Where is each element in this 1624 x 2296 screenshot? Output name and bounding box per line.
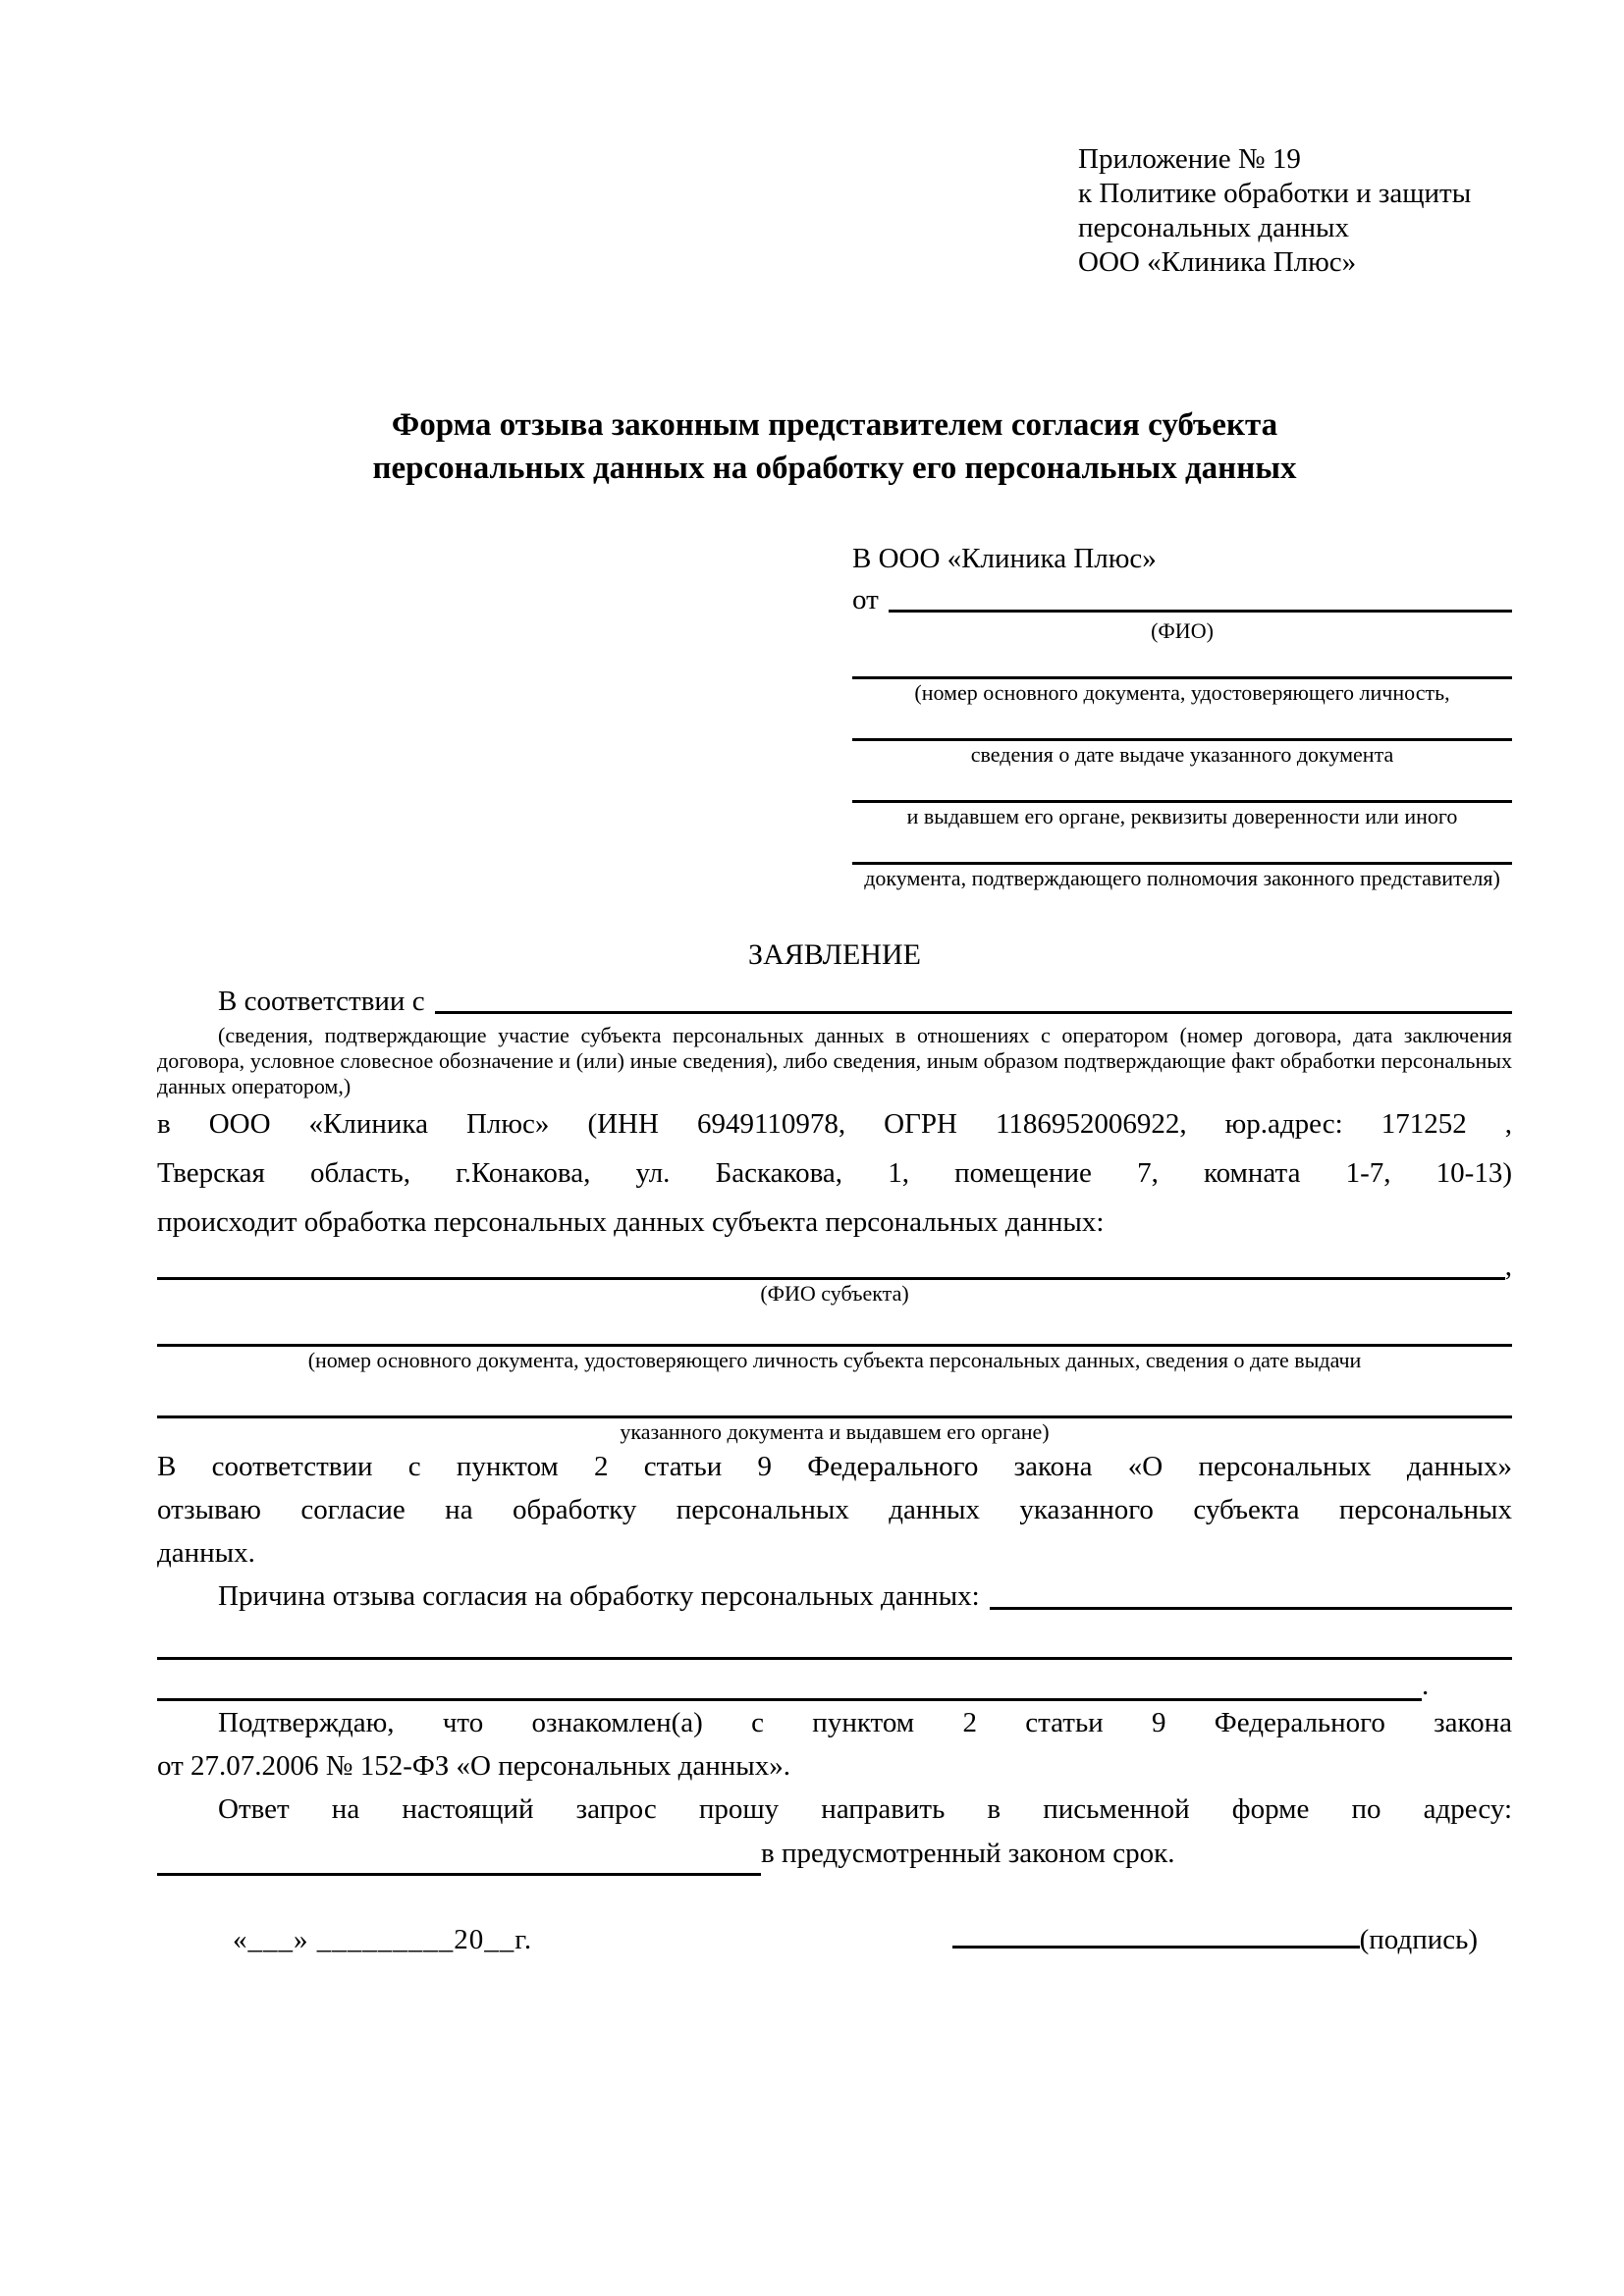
doc-date-blank-line (852, 706, 1512, 741)
subject-doc-caption-2: указанного документа и выдавшем его органе) (620, 1419, 1050, 1444)
confirm-line-1: Подтверждаю, что ознакомлен(а) с пунктом 2 статьи 9 Федерального закона (218, 1707, 1512, 1738)
reason-label: Причина отзыва согласия на обработку персональных данных: (218, 1580, 980, 1612)
recipient-to: В ООО «Клиника Плюс» (852, 543, 1157, 574)
doc-date-caption: сведения о дате выдаче указанного документа (970, 742, 1394, 767)
title-line-1: Форма отзыва законным представителем согласия субъекта (391, 407, 1278, 443)
comma-suffix: , (1504, 1251, 1512, 1282)
statement-heading: ЗАЯВЛЕНИЕ (748, 938, 921, 971)
reason-blank-line-short (990, 1575, 1512, 1610)
subject-doc-caption-1: (номер основного документа, удостоверяющего личность субъекта персональных данных, сведения о дате выдачи (307, 1348, 1362, 1372)
consent-line-3: данных. (157, 1537, 255, 1569)
doc-issuer-caption: и выдавшем его органе, реквизиты доверенности или иного (906, 804, 1458, 828)
signature-blank-line (952, 1917, 1360, 1949)
confirm-line-2: от 27.07.2006 № 152-ФЗ «О персональных данных». (157, 1750, 791, 1782)
reply-address-blank-line (157, 1834, 761, 1876)
reason-blank-line-2 (157, 1670, 1422, 1701)
reply-suffix: в предусмотренный законом срок. (761, 1838, 1175, 1869)
doc-number-blank-line (852, 644, 1512, 679)
consent-line-2: отзываю согласие на обработку персональных данных указанного субъекта персональных (157, 1494, 1512, 1525)
doc-issuer-blank-line (852, 768, 1512, 803)
reason-row (157, 1575, 1512, 1618)
doc-authority-blank-line (852, 829, 1512, 865)
operator-paragraph-line-3: происходит обработка персональных данных субъекта персональных данных: (157, 1206, 1105, 1238)
subject-fio-blank-line (157, 1253, 1505, 1280)
intro-blank-line (435, 982, 1512, 1014)
doc-authority-caption: документа, подтверждающего полномочия законного представителя) (864, 866, 1500, 890)
footer-row (157, 1917, 1512, 1959)
title-line-2: персональных данных на обработку его персональных данных (372, 451, 1297, 486)
document-title (157, 403, 1512, 490)
subject-fio-row (157, 1253, 1512, 1280)
consent-line-1: В соответствии с пунктом 2 статьи 9 Федерального закона «О персональных данных» (157, 1451, 1512, 1482)
doc-number-caption: (номер основного документа, удостоверяющего личность, (914, 680, 1450, 705)
reply-line: Ответ на настоящий запрос прошу направить в письменной форме по адресу: (218, 1793, 1512, 1825)
reason-blank-line-2-row (157, 1670, 1512, 1701)
intro-caption: (сведения, подтверждающие участие субъекта персональных данных в отношениях с оператором (номер договора, дата заключения договора, условное словесное обозначение и (или) иные сведения), либо сведения, иным образом подтверждающие факт обработки персональных данных оператором,) (157, 1023, 1512, 1098)
operator-paragraph-line-2: Тверская область, г.Конакова, ул. Баскакова, 1, помещение 7, комната 1-7, 10-13) (157, 1157, 1512, 1189)
appendix-header (1078, 142, 1512, 280)
from-label: от (852, 584, 879, 615)
recipient-block (852, 541, 1512, 891)
subject-doc-blank-line-2 (157, 1373, 1512, 1418)
signature-caption: (подпись) (1359, 1924, 1478, 1955)
intro-row (157, 982, 1512, 1021)
appendix-policy-line2: персональных данных (1078, 212, 1350, 243)
reason-blank-line-1 (157, 1628, 1512, 1660)
appendix-company: ООО «Клиника Плюс» (1078, 246, 1357, 278)
intro-label: В соответствии с (218, 986, 425, 1017)
period-suffix: . (1422, 1670, 1430, 1701)
fio-caption: (ФИО) (1151, 618, 1214, 643)
from-fio-blank-line (889, 582, 1512, 613)
signature-area (952, 1917, 1478, 1959)
from-row (852, 582, 1512, 617)
appendix-number: Приложение № 19 (1078, 143, 1301, 175)
subject-fio-caption: (ФИО субъекта) (760, 1281, 909, 1306)
reply-address-row (157, 1831, 1512, 1876)
subject-doc-blank-line-1 (157, 1307, 1512, 1347)
date-fill-line: «___» _________20__г. (233, 1924, 533, 1955)
appendix-policy-line: к Политике обработки и защиты (1078, 178, 1472, 209)
operator-paragraph-line-1: в ООО «Клиника Плюс» (ИНН 6949110978, ОГРН 1186952006922, юр.адрес: 171252 , (157, 1108, 1512, 1140)
